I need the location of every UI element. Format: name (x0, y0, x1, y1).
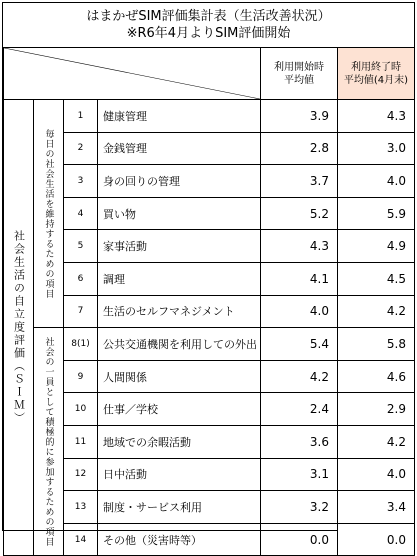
table-row (4, 393, 415, 426)
item-name: 金銭管理 (98, 132, 261, 165)
start-average-value: 3.2 (261, 491, 338, 524)
item-name: 公共交通機関を利用しての外出 (98, 328, 261, 361)
start-average-value: 3.1 (261, 458, 338, 491)
item-name: 日中活動 (98, 458, 261, 491)
item-name: 身の回りの管理 (98, 165, 261, 198)
table-row (4, 458, 415, 491)
end-average-value: 4.6 (338, 360, 415, 393)
item-number: 9 (64, 360, 98, 393)
subcategory-cell (34, 100, 64, 328)
end-average-value: 0.0 (338, 523, 415, 556)
start-average-value: 3.9 (261, 100, 338, 133)
end-average-value: 4.0 (338, 458, 415, 491)
start-average-value: 0.0 (261, 523, 338, 556)
end-average-value: 4.9 (338, 230, 415, 263)
diagonal-line (4, 48, 260, 99)
end-average-value: 2.9 (338, 393, 415, 426)
item-name: 調理 (98, 262, 261, 295)
end-average-value: 4.2 (338, 295, 415, 328)
start-average-value: 5.4 (261, 328, 338, 361)
item-name: その他（災害時等） (98, 523, 261, 556)
category-main-label: 社会生活の自立度評価（ＳＩＭ） (12, 230, 26, 426)
header-start-line-2: 平均値 (284, 74, 314, 86)
start-average-value: 2.4 (261, 393, 338, 426)
subcategory-label: 毎日の社会生活を維持するための項目 (43, 128, 54, 299)
item-number: 14 (64, 523, 98, 556)
end-average-value: 4.2 (338, 425, 415, 458)
item-name: 健康管理 (98, 100, 261, 133)
item-name: 買い物 (98, 197, 261, 230)
end-average-value: 4.5 (338, 262, 415, 295)
item-number: 3 (64, 165, 98, 198)
sim-table (3, 47, 415, 556)
category-main-cell (4, 100, 34, 556)
start-average-value: 5.2 (261, 197, 338, 230)
item-name: 地域での余暇活動 (98, 425, 261, 458)
header-start-average (261, 48, 338, 100)
end-average-value: 4.3 (338, 100, 415, 133)
item-name: 仕事／学校 (98, 393, 261, 426)
table-row (4, 425, 415, 458)
title-line-2: ※R6年4月よりSIM評価開始 (126, 26, 291, 41)
header-corner (4, 48, 261, 100)
table-row (4, 523, 415, 556)
item-number: 11 (64, 425, 98, 458)
item-number: 12 (64, 458, 98, 491)
start-average-value: 4.1 (261, 262, 338, 295)
table-row (4, 360, 415, 393)
subcategory-label: 社会の一員として積極的に参加するための項目 (43, 336, 54, 547)
header-start-line-1: 利用開始時 (274, 61, 324, 73)
item-number: 5 (64, 230, 98, 263)
start-average-value: 3.7 (261, 165, 338, 198)
table-row (4, 230, 415, 263)
start-average-value: 2.8 (261, 132, 338, 165)
header-end-average (338, 48, 415, 100)
item-name: 生活のセルフマネジメント (98, 295, 261, 328)
table-row (4, 328, 415, 361)
table-row (4, 295, 415, 328)
sim-summary-sheet (2, 2, 415, 547)
title-line-1: はまかぜSIM評価集計表（生活改善状況） (86, 9, 331, 24)
start-average-value: 4.0 (261, 295, 338, 328)
item-number: 8(1) (64, 328, 98, 361)
table-row (4, 262, 415, 295)
item-number: 13 (64, 491, 98, 524)
item-name: 人間関係 (98, 360, 261, 393)
start-average-value: 3.6 (261, 425, 338, 458)
table-row (4, 491, 415, 524)
table-row (4, 165, 415, 198)
end-average-value: 3.4 (338, 491, 415, 524)
item-name: 制度・サービス利用 (98, 491, 261, 524)
table-body (4, 100, 415, 556)
table-row (4, 100, 415, 133)
table-row (4, 197, 415, 230)
item-number: 6 (64, 262, 98, 295)
item-number: 1 (64, 100, 98, 133)
sheet-title (3, 3, 414, 47)
end-average-value: 3.0 (338, 132, 415, 165)
start-average-value: 4.3 (261, 230, 338, 263)
item-number: 2 (64, 132, 98, 165)
item-number: 4 (64, 197, 98, 230)
item-number: 7 (64, 295, 98, 328)
start-average-value: 4.2 (261, 360, 338, 393)
header-end-line-2: 平均値(4月末) (343, 74, 409, 86)
subcategory-cell (34, 328, 64, 556)
end-average-value: 4.0 (338, 165, 415, 198)
item-number: 10 (64, 393, 98, 426)
header-end-line-1: 利用終了時 (351, 61, 401, 73)
end-average-value: 5.8 (338, 328, 415, 361)
header-row (4, 48, 415, 100)
table-row (4, 132, 415, 165)
end-average-value: 5.9 (338, 197, 415, 230)
item-name: 家事活動 (98, 230, 261, 263)
